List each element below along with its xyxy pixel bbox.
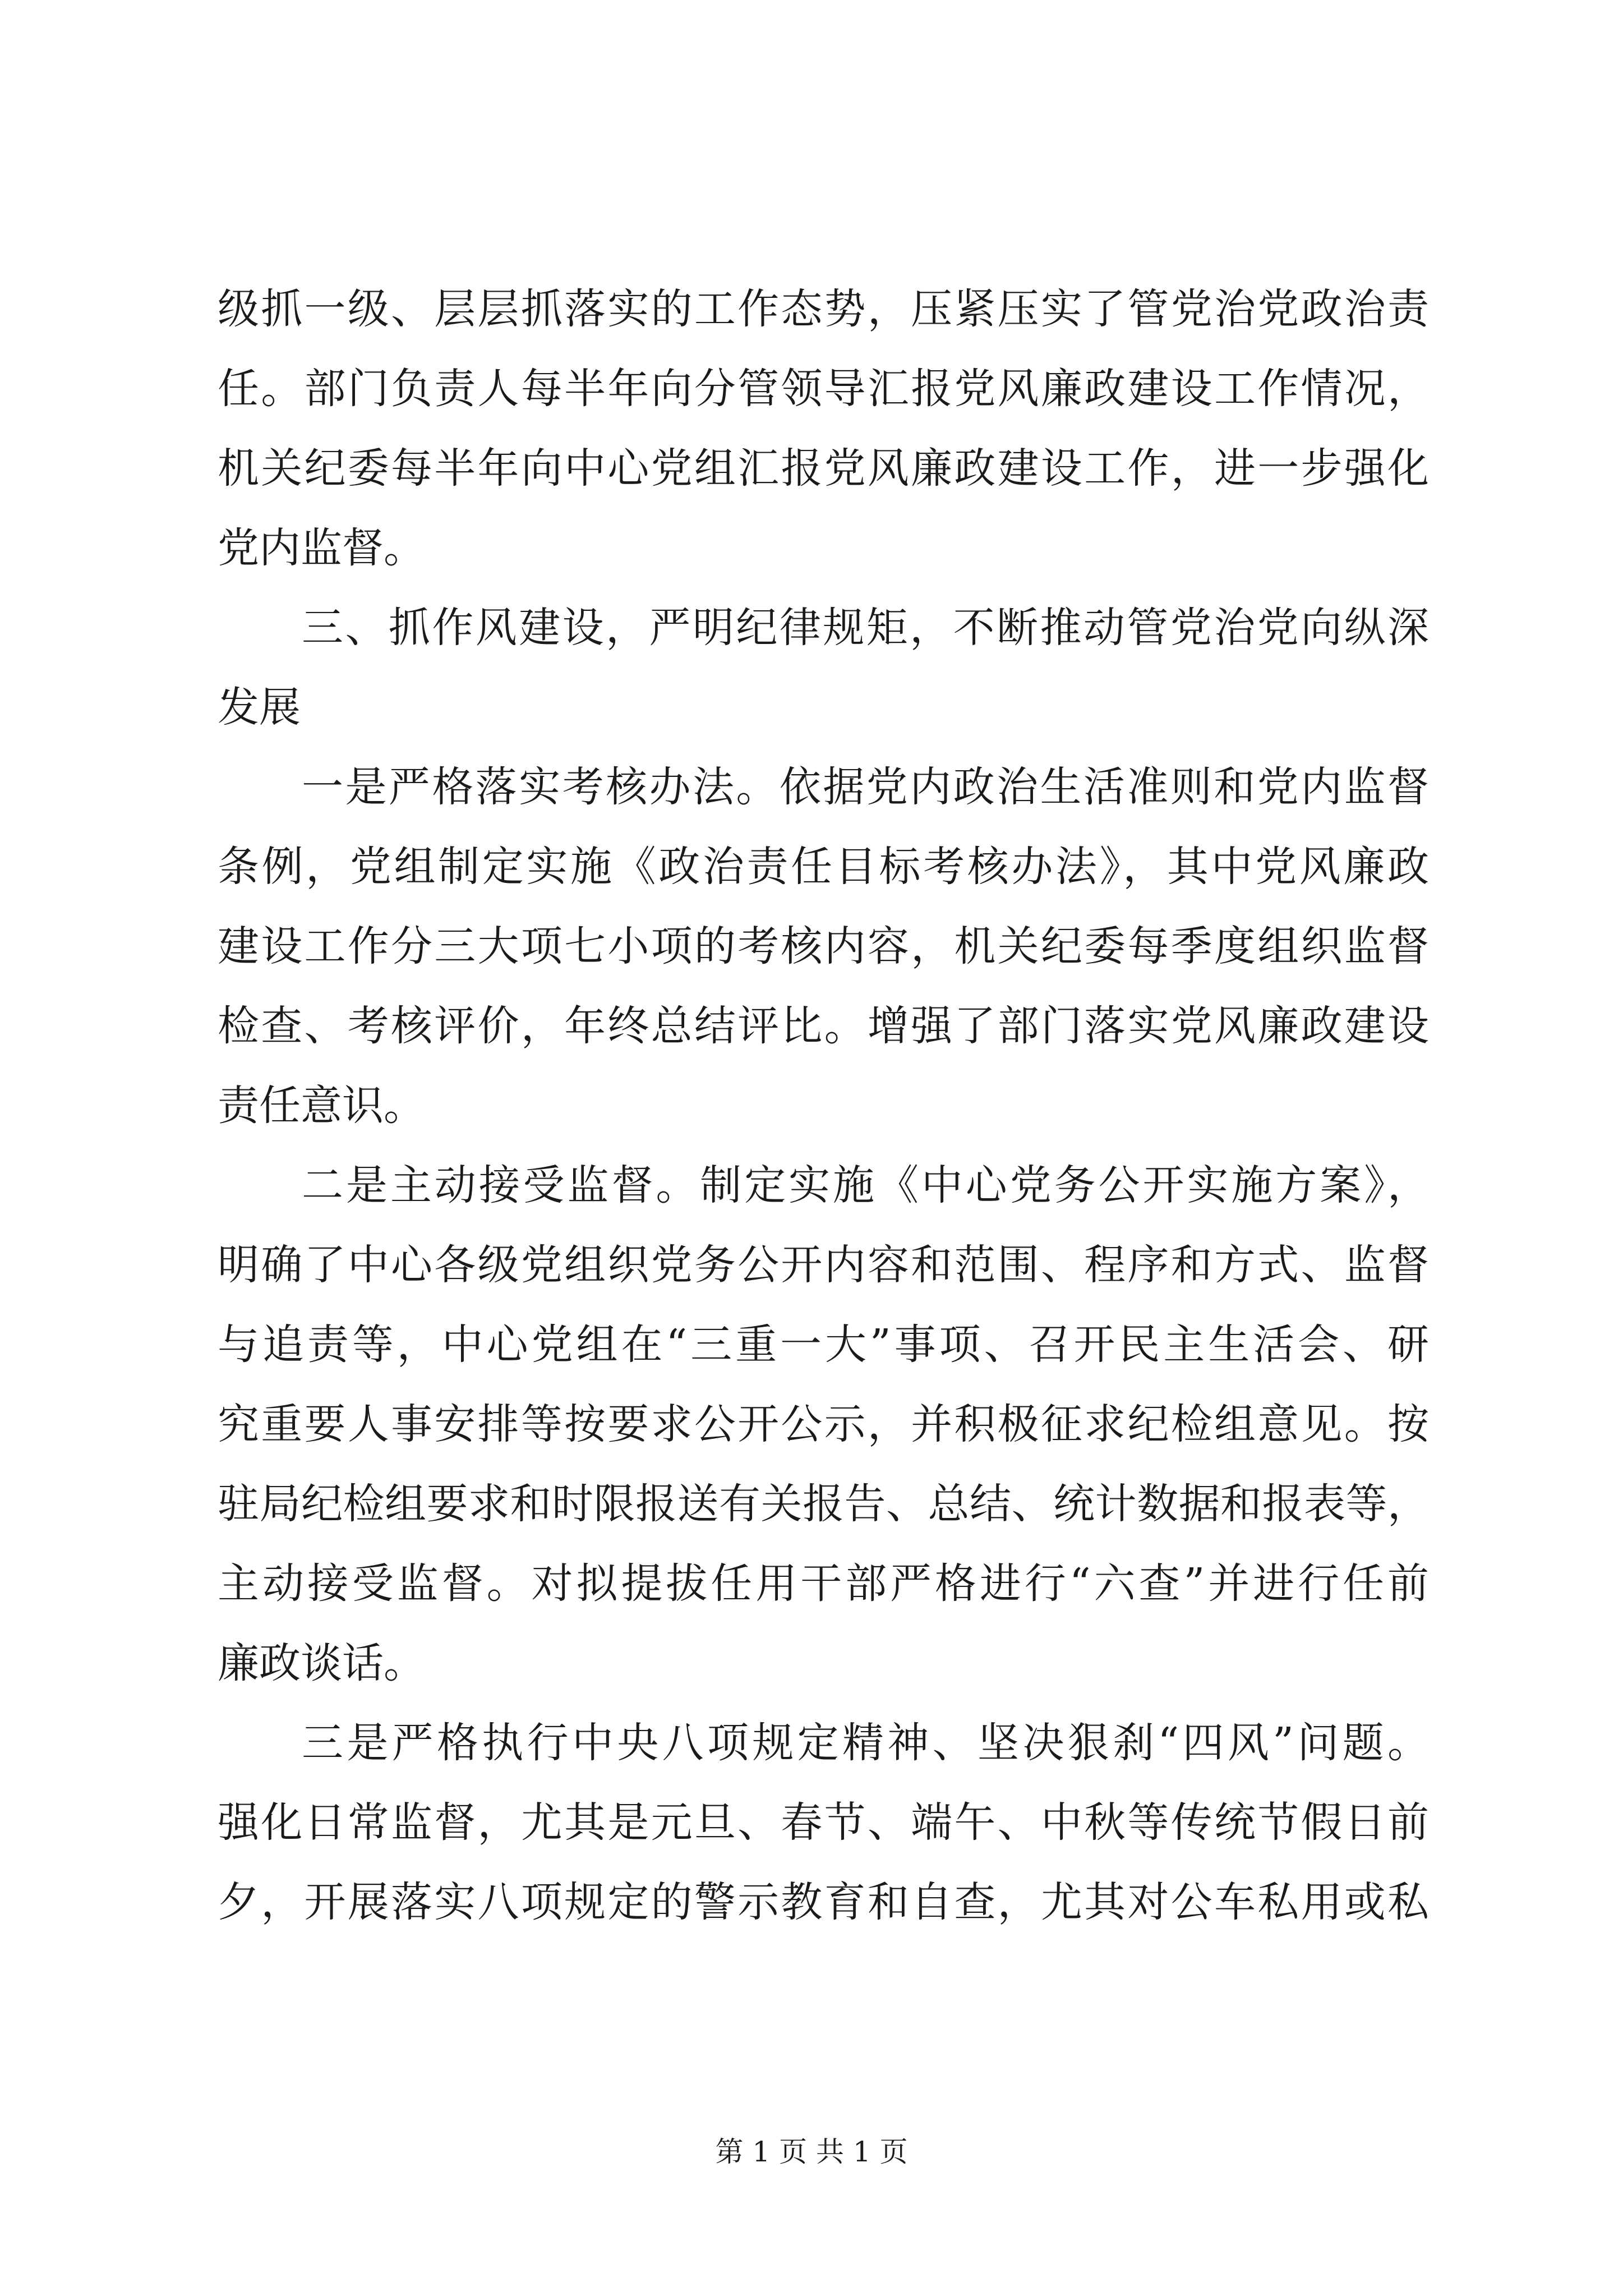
paragraph-line: 检查、考核评价，年终总结评比。增强了部门落实党风廉政建设 xyxy=(218,1002,1429,1050)
paragraph-continued xyxy=(218,269,1429,588)
paragraph-line: 三是严格执行中央八项规定精神、坚决狠刹“四风”问题。 xyxy=(302,1719,1429,1767)
paragraph-line: 主动接受监督。对拟提拔任用干部严格进行“六查”并进行任前 xyxy=(218,1559,1429,1608)
document-body xyxy=(218,269,1429,1942)
paragraph-line: 强化日常监督，尤其是元旦、春节、端午、中秋等传统节假日前 xyxy=(218,1798,1429,1847)
paragraph-line: 发展 xyxy=(218,683,301,731)
paragraph-line: 责任意识。 xyxy=(218,1082,425,1130)
paragraph-line: 条例，党组制定实施《政治责任目标考核办法》，其中党风廉政 xyxy=(218,843,1429,891)
paragraph-line: 究重要人事安排等按要求公开公示，并积极征求纪检组意见。按 xyxy=(218,1400,1429,1448)
paragraph-line: 党内监督。 xyxy=(218,524,425,572)
paragraph-line: 与追责等，中心党组在“三重一大”事项、召开民主生活会、研 xyxy=(218,1320,1429,1369)
paragraph-line: 三、抓作风建设，严明纪律规矩，不断推动管党治党向纵深 xyxy=(302,604,1429,652)
paragraph-line: 级抓一级、层层抓落实的工作态势，压紧压实了管党治党政治责 xyxy=(218,285,1429,333)
section-heading xyxy=(218,588,1429,747)
paragraph-assessment xyxy=(218,747,1429,1145)
page-footer: 第 1 页 共 1 页 xyxy=(715,2136,908,2168)
paragraph-line: 明确了中心各级党组织党务公开内容和范围、程序和方式、监督 xyxy=(218,1241,1429,1289)
paragraph-line: 驻局纪检组要求和时限报送有关报告、总结、统计数据和报表等， xyxy=(218,1480,1429,1528)
paragraph-line: 建设工作分三大项七小项的考核内容，机关纪委每季度组织监督 xyxy=(218,922,1429,970)
paragraph-line: 廉政谈话。 xyxy=(218,1639,425,1687)
paragraph-line: 机关纪委每半年向中心党组汇报党风廉政建设工作，进一步强化 xyxy=(218,444,1429,493)
paragraph-eight-rules xyxy=(218,1703,1429,1942)
paragraph-line: 夕，开展落实八项规定的警示教育和自查，尤其对公车私用或私 xyxy=(218,1878,1429,1926)
paragraph-supervision xyxy=(218,1145,1429,1703)
paragraph-line: 一是严格落实考核办法。依据党内政治生活准则和党内监督 xyxy=(302,763,1429,811)
paragraph-line: 任。部门负责人每半年向分管领导汇报党风廉政建设工作情况， xyxy=(218,365,1429,413)
paragraph-line: 二是主动接受监督。制定实施《中心党务公开实施方案》， xyxy=(302,1161,1429,1209)
